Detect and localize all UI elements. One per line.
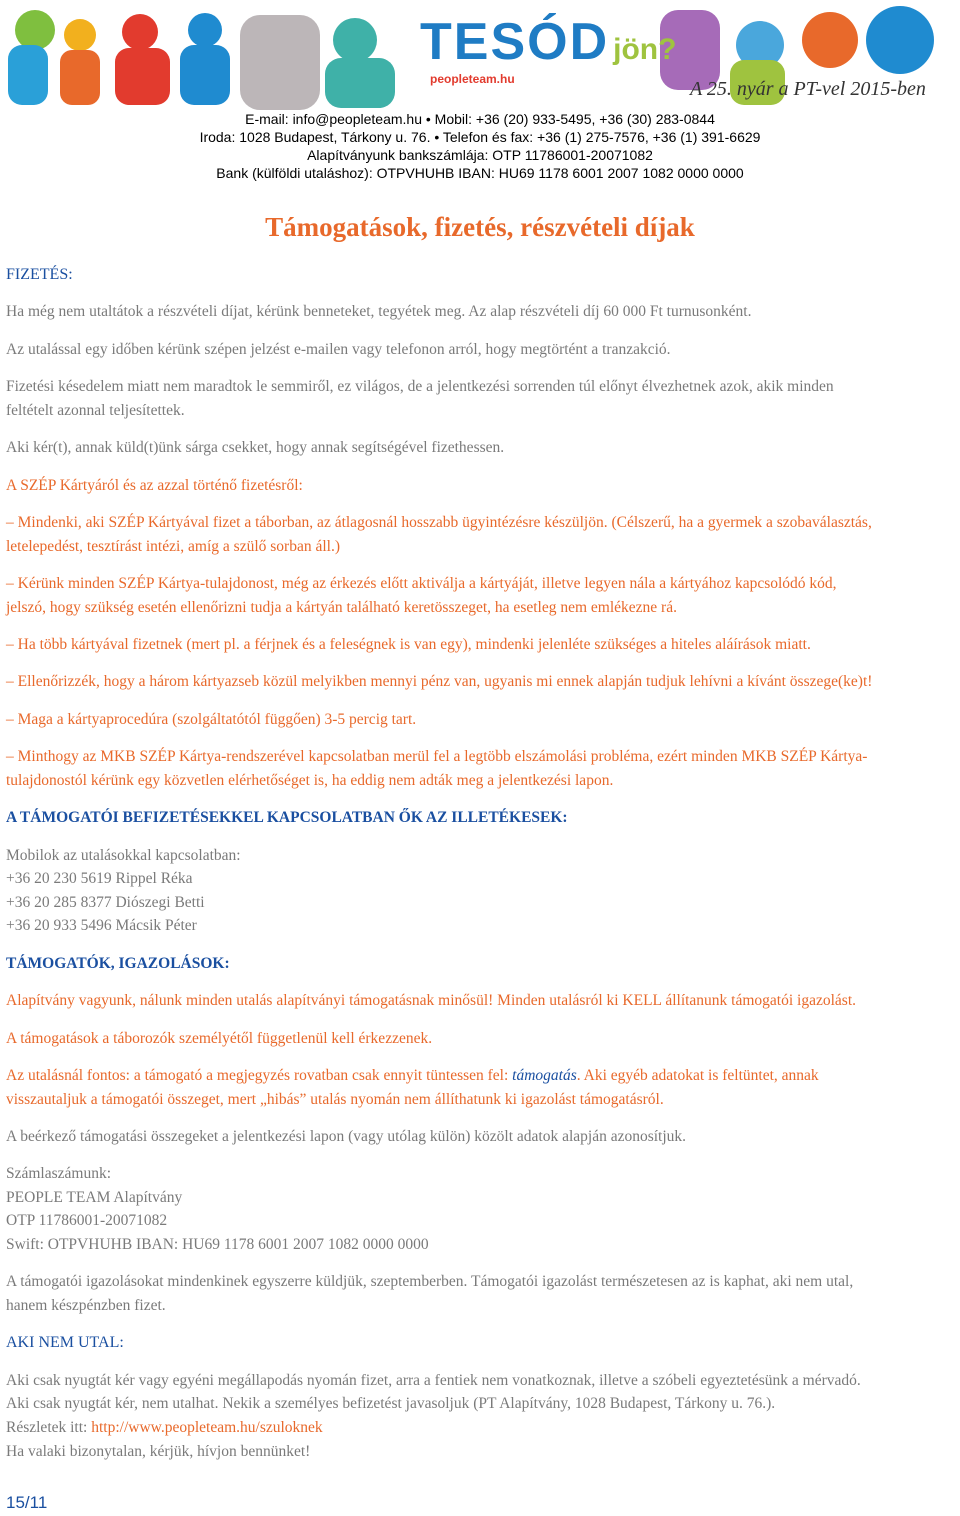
fizetes-p2: Az utalással egy időben kérünk szépen jelzést e-mailen vagy telefonon arról, hogy megtörtént a tranzakció. (6, 341, 671, 358)
nemutal-l3-pre: Részletek itt: (6, 1419, 92, 1436)
page-number: 15/11 (6, 1493, 48, 1512)
tamogatok-p5a: A támogatói igazolásokat mindenkinek egyszerre küldjük, szeptemberben. Támogatói igazolást természetesen az is kaphat, aki nem utal, (6, 1273, 854, 1290)
fizetes-p3b: feltételt azonnal teljesítettek. (6, 402, 185, 419)
tamogatok-p3-em: támogatás (512, 1067, 577, 1084)
szep-b1a: – Mindenki, aki SZÉP Kártyával fizet a táborban, az átlagosnál hosszabb ügyintézésre készüljön. (Célszerű, ha a gyermek a szobaválasztás, (6, 514, 872, 531)
nemutal-heading: AKI NEM UTAL: (6, 1334, 124, 1351)
contact-person-1: +36 20 230 5619 Rippel Réka (6, 870, 193, 887)
nemutal-l1: Aki csak nyugtát kér vagy egyéni megállapodás nyomán fizet, arra a fentiek nem vonatkoznak, illetve a szóbeli egyeztetésünk a mérvadó. (6, 1372, 861, 1389)
tamogatok-p3-pre: Az utalásnál fontos: a támogató a megjegyzés rovatban csak ennyit tüntessen fel: (6, 1067, 513, 1084)
contact-person-3: +36 20 933 5496 Mácsik Péter (6, 917, 197, 934)
fizetes-heading: FIZETÉS: (6, 266, 73, 283)
tamogatok-p3-post: . Aki egyéb adatokat is feltüntet, annak (576, 1067, 819, 1084)
szep-b2b: jelszó, hogy szükség esetén ellenőrizni tudja a kártyán található keretösszeget, ha esetleg nem emlékezne rá. (6, 599, 677, 616)
account-iban: Swift: OTPVHUHB IBAN: HU69 1178 6001 2007 1082 0000 0000 (6, 1236, 429, 1253)
tamogatok-p4: A beérkező támogatási összegeket a jelentkezési lapon (vagy utólag külön) közölt adatok alapján azonosítjuk. (6, 1128, 687, 1145)
tamogatok-heading: TÁMOGATÓK, IGAZOLÁSOK: (6, 955, 230, 972)
nemutal-l4: Ha valaki bizonytalan, kérjük, hívjon bennünket! (6, 1443, 311, 1460)
logo-text: TESÓD (420, 13, 610, 71)
szep-heading: A SZÉP Kártyáról és az azzal történő fizetésről: (6, 477, 303, 494)
account-name: PEOPLE TEAM Alapítvány (6, 1189, 183, 1206)
contact-line-3: Alapítványunk bankszámlája: OTP 11786001-20071082 (307, 147, 653, 163)
szep-b5: – Maga a kártyaprocedúra (szolgáltatótól függően) 3-5 percig tart. (6, 711, 417, 728)
fizetes-p1: Ha még nem utaltátok a részvételi díjat, kérünk benneteket, tegyétek meg. Az alap részvételi díj 60 000 Ft turnusonként. (6, 303, 752, 320)
szuloknek-link[interactable]: http://www.peopleteam.hu/szuloknek (91, 1419, 323, 1436)
logo-jon: jön? (613, 33, 677, 66)
illetekesek-heading: A TÁMOGATÓI BEFIZETÉSEKKEL KAPCSOLATBAN ŐK AZ ILLETÉKESEK: (6, 809, 568, 826)
szep-b1b: letelepedést, tesztírást intézi, amíg a szülő sorban áll.) (6, 538, 340, 555)
illetekesek-intro: Mobilok az utalásokkal kapcsolatban: (6, 847, 241, 864)
szep-b6a: – Minthogy az MKB SZÉP Kártya-rendszerével kapcsolatban merül fel a legtöbb elszámolási probléma, ezért minden MKB SZÉP Kártya- (6, 748, 868, 765)
szep-b3: – Ha több kártyával fizetnek (mert pl. a férjnek és a feleségnek is van egy), mindenki jelenléte szükséges a hiteles aláírások miatt. (6, 636, 811, 653)
tamogatok-p5b: hanem készpénzben fizet. (6, 1297, 166, 1314)
tamogatok-p2: A támogatások a táborozók személyétől függetlenül kell érkezzenek. (6, 1030, 433, 1047)
contact-line-1: E-mail: info@peopleteam.hu • Mobil: +36 (20) 933-5495, +36 (30) 283-0844 (245, 111, 715, 127)
contact-line-2: Iroda: 1028 Budapest, Tárkony u. 76. • Telefon és fax: +36 (1) 275-7576, +36 (1) 391-6629 (199, 129, 761, 145)
slogan: A 25. nyár a PT-vel 2015-ben (690, 78, 926, 100)
szep-b2a: – Kérünk minden SZÉP Kártya-tulajdonost, még az érkezés előtt aktiválja a kártyáját, illetve legyen nála a kártyához kapcsolódó kód, (6, 575, 837, 592)
fizetes-p4: Aki kér(t), annak küld(t)ünk sárga csekket, hogy annak segítségével fizethessen. (6, 439, 505, 456)
page-title: Támogatások, fizetés, részvételi díjak (265, 212, 695, 242)
account-label: Számlaszámunk: (6, 1165, 112, 1182)
header-banner (0, 0, 960, 110)
account-number: OTP 11786001-20071082 (6, 1212, 168, 1229)
contact-person-2: +36 20 285 8377 Diószegi Betti (6, 894, 205, 911)
tamogatok-p3 (6, 1064, 956, 1088)
contact-line-4: Bank (külföldi utaláshoz): OTPVHUHB IBAN: HU69 1178 6001 2007 1082 0000 0000 (216, 165, 744, 181)
szep-b6b: tulajdonostól kérünk egy közvetlen elérhetőséget is, ha eddig nem adták meg a jelentkezési lapon. (6, 772, 614, 789)
fizetes-p3a: Fizetési késedelem miatt nem maradtok le semmiről, ez világos, de a jelentkezési sorrenden túl előnyt élvezhetnek azok, akik minden (6, 378, 834, 395)
nemutal-l2: Aki csak nyugtát kér, nem utalhat. Nekik a személyes befizetést javasoljuk (PT Alapítvány, 1028 Budapest, Tárkony u. 76.). (6, 1395, 776, 1412)
szep-b4: – Ellenőrizzék, hogy a három kártyazseb közül melyikben mennyi pénz van, ugyanis mi ennek alapján tudjuk lehívni a kívánt összege(ke)t! (6, 673, 873, 690)
logo (420, 12, 676, 86)
tamogatok-p1: Alapítvány vagyunk, nálunk minden utalás alapítványi támogatásnak minősül! Minden utalásról ki KELL állítanunk támogatói igazolást. (6, 992, 857, 1009)
nemutal-l3 (6, 1416, 956, 1440)
logo-sub: peopleteam.hu (430, 72, 515, 86)
tamogatok-p3b: visszautaljuk a támogatói összeget, mert „hibás” utalás nyomán nem állíthatunk ki igazolást támogatásról. (6, 1091, 664, 1108)
